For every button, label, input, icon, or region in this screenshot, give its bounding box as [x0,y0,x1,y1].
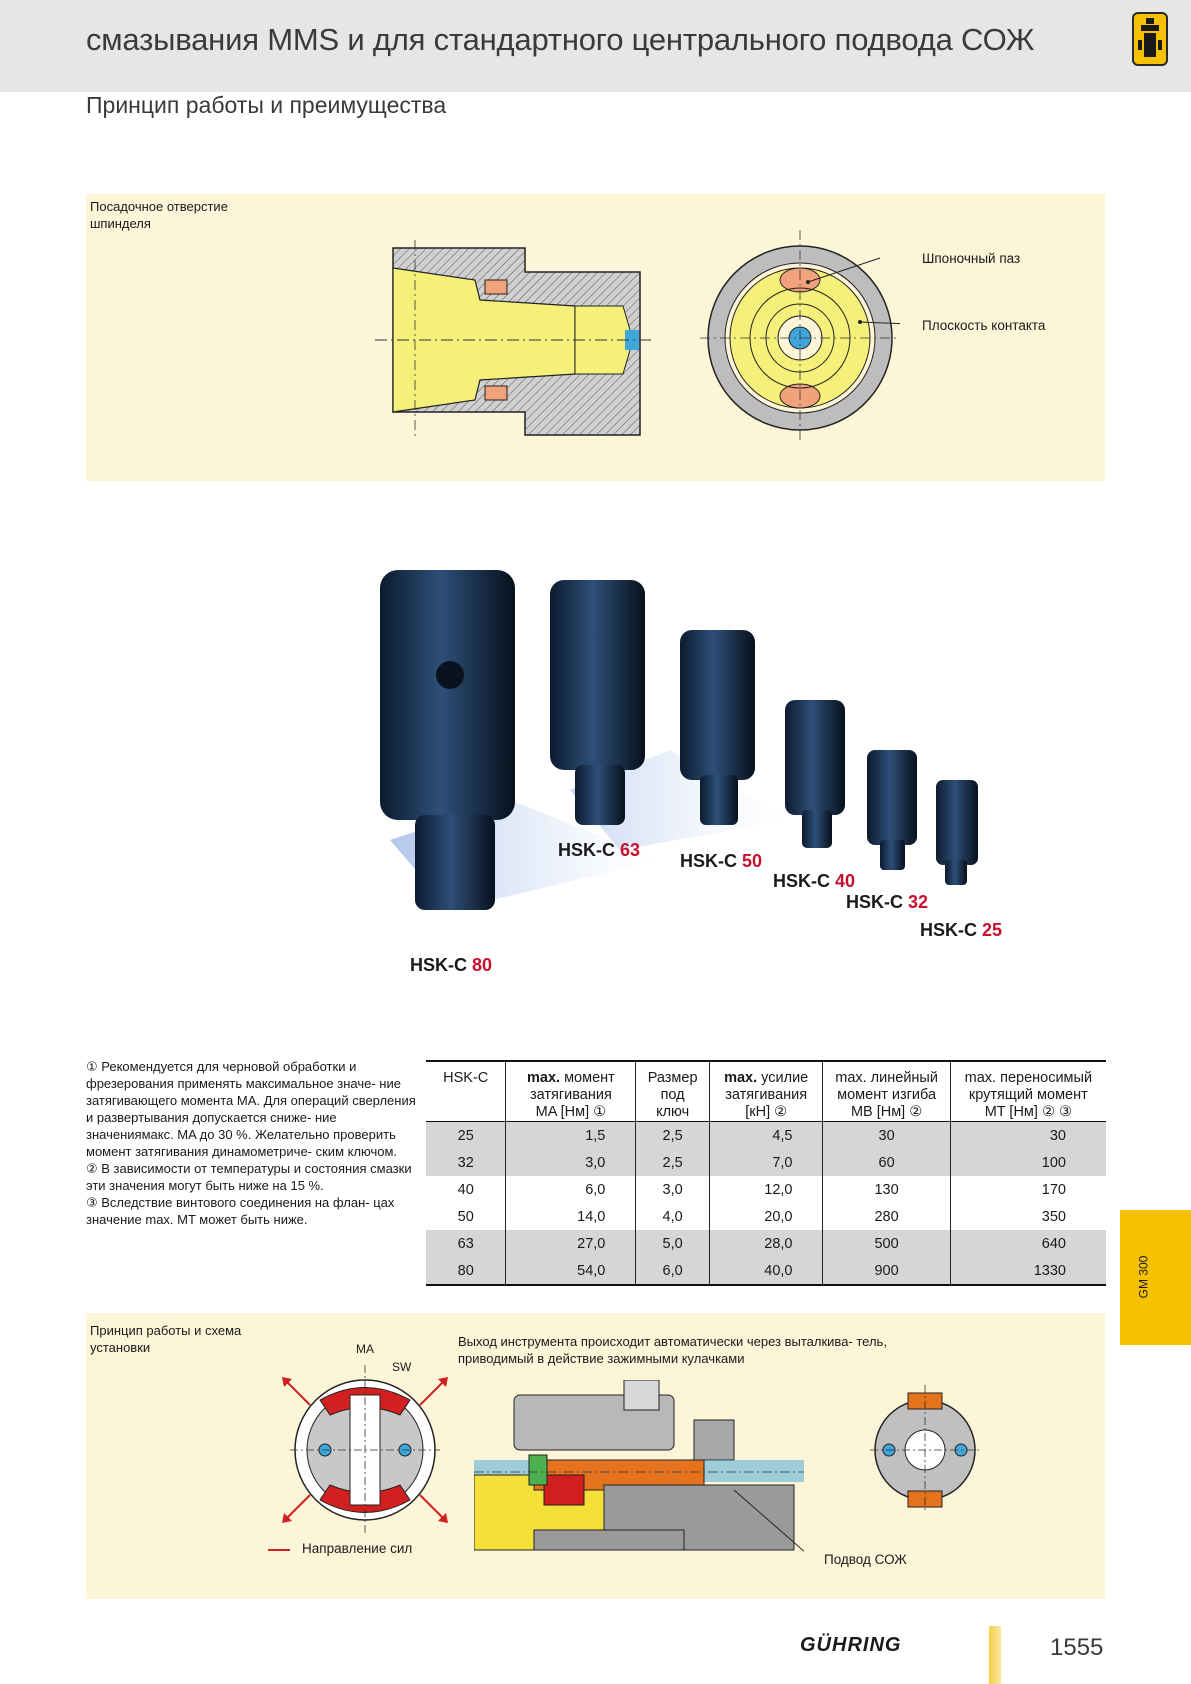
footnote-4: значение max. MT может быть ниже. [86,1212,308,1227]
spindle-caption: Посадочное отверстие шпинделя [90,199,228,231]
cell-force: 12,0 [709,1176,823,1203]
bold-prefix: max. [527,1070,561,1086]
section-tab[interactable] [1120,1210,1191,1345]
product-label-40 [773,871,855,892]
cell-bending: 130 [823,1176,950,1203]
cell-size: 40 [457,1181,474,1198]
header-text: max. линейный момент изгиба [835,1070,938,1103]
spec-table [426,1060,1106,1286]
force-diagram [270,1345,450,1555]
cell-max-torque: 30 [950,1122,1106,1150]
product-label-50 [680,851,762,872]
header-unit: MB [Нм] ② [850,1104,923,1120]
footnotes [86,1058,416,1228]
col-clamping-force [709,1061,823,1122]
spindle-face-drawing [700,230,900,440]
cell-max-torque: 1330 [950,1257,1106,1285]
col-bending-moment [823,1061,950,1122]
force-direction-label: Направление сил [302,1541,413,1556]
principle-description: Выход инструмента происходит автоматически через выталкива- тель, приводимый в действие зажимными кулачками [458,1334,887,1366]
cell-size: 80 [426,1257,506,1285]
header-text: max. переносимый крутящий момент [964,1070,1093,1103]
product-prefix: HSK-C [558,840,615,860]
table-row [426,1176,1106,1203]
cell-wrench: 5,0 [636,1230,709,1257]
cell-size: 25 [426,1122,506,1150]
cell-torque: 6,0 [506,1176,636,1203]
page-title: смазывания MMS и для стандартного центрального подвода СОЖ [86,22,1035,57]
cell-force: 40,0 [709,1257,823,1285]
coolant-supply-label: Подвод СОЖ [824,1552,907,1567]
cell-wrench: 2,5 [636,1149,709,1176]
cell-torque: 1,5 [506,1122,636,1150]
product-prefix: HSK-C [846,892,903,912]
product-label-80 [410,955,492,976]
cell-bending: 280 [823,1203,950,1230]
cell-bending: 30 [823,1122,950,1150]
wrench-size-label: SW [392,1360,412,1374]
cell-max-torque: 350 [950,1203,1106,1230]
cell-bending: 900 [823,1257,950,1285]
product-size: 80 [472,955,493,975]
principle-caption: Принцип работы и схема установки [90,1323,242,1355]
header-unit: MA [Нм] ① [535,1104,607,1120]
key-slot-face-drawing [870,1385,980,1510]
product-prefix: HSK-C [920,920,977,940]
col-tightening-torque [506,1061,636,1122]
cell-max-torque: 640 [950,1230,1106,1257]
product-prefix: HSK-C [773,871,830,891]
page-number: 1555 [1050,1634,1104,1661]
cell-torque: 3,0 [506,1149,636,1176]
footer-stripe [989,1626,1001,1684]
product-size: 50 [742,851,763,871]
cell-force: 4,5 [709,1122,823,1150]
product-label-32 [846,892,928,913]
cell-bending: 500 [823,1230,950,1257]
product-size: 32 [908,892,929,912]
contact-face-label: Плоскость контакта [922,318,1046,333]
cell-torque: 54,0 [506,1257,636,1285]
header-unit: [кН] ② [745,1104,788,1120]
table-row [426,1257,1106,1285]
product-label-63 [558,840,640,861]
product-size: 25 [982,920,1003,940]
key-slot-label: Шпоночный паз [922,251,1021,266]
footnote-1: ① Рекомендуется для черновой обработки и фрезерования применять максимальное значе- ние затягивающего момента MA. Для операций сверления и развертывания допускается сниже- ние значениямакс. MA до 30 %. Желательно проверить момент затягивания динамометриче- ским ключом. [86,1059,416,1159]
installation-section-drawing [474,1380,804,1560]
header-text: момент затягивания [529,1070,615,1103]
header-text: усилие затягивания [725,1070,809,1103]
tool-category-icon [1132,12,1168,66]
header-unit: MT [Нм] ② ③ [984,1104,1072,1120]
cell-force: 7,0 [709,1149,823,1176]
product-size: 63 [620,840,641,860]
cell-wrench: 4,0 [636,1203,709,1230]
spindle-section-drawing [375,240,655,440]
brand-logo: GÜHRING [800,1634,902,1656]
col-torque [950,1061,1106,1122]
col-wrench-size: Размер под ключ [636,1061,709,1122]
product-prefix: HSK-C [680,851,737,871]
cell-max-torque: 170 [950,1176,1106,1203]
product-label-25 [920,920,1002,941]
cell-max-torque: 100 [950,1149,1106,1176]
page-subtitle: Принцип работы и преимущества [86,92,447,118]
cell-bending: 60 [823,1149,950,1176]
cell-wrench: 3,0 [636,1176,709,1203]
product-prefix: HSK-C [410,955,467,975]
product-size: 40 [835,871,856,891]
cell-wrench: 2,5 [636,1122,709,1150]
cell-torque: 27,0 [506,1230,636,1257]
torque-label: MA [356,1342,374,1356]
bold-prefix: max. [724,1070,758,1086]
table-row [426,1230,1106,1257]
col-hsk: HSK-C [443,1070,489,1086]
cell-torque: 14,0 [506,1203,636,1230]
cell-force: 28,0 [709,1230,823,1257]
product-photo [370,550,1030,970]
table-header-row [426,1061,1106,1122]
table-row [426,1203,1106,1230]
table-row [426,1122,1106,1150]
cell-size: 63 [426,1230,506,1257]
cell-wrench: 6,0 [636,1257,709,1285]
table-row [426,1149,1106,1176]
cell-size: 50 [457,1208,474,1225]
cell-size: 32 [426,1149,506,1176]
section-tab-label: GM 300 [1136,1255,1151,1299]
footnote-2: ② В зависимости от температуры и состояния смазки эти значения могут быть ниже на 15 %. [86,1161,412,1193]
cell-force: 20,0 [709,1203,823,1230]
footnote-3: ③ Вследствие винтового соединения на флан- цах [86,1195,395,1210]
force-arrow-icon [268,1549,290,1551]
